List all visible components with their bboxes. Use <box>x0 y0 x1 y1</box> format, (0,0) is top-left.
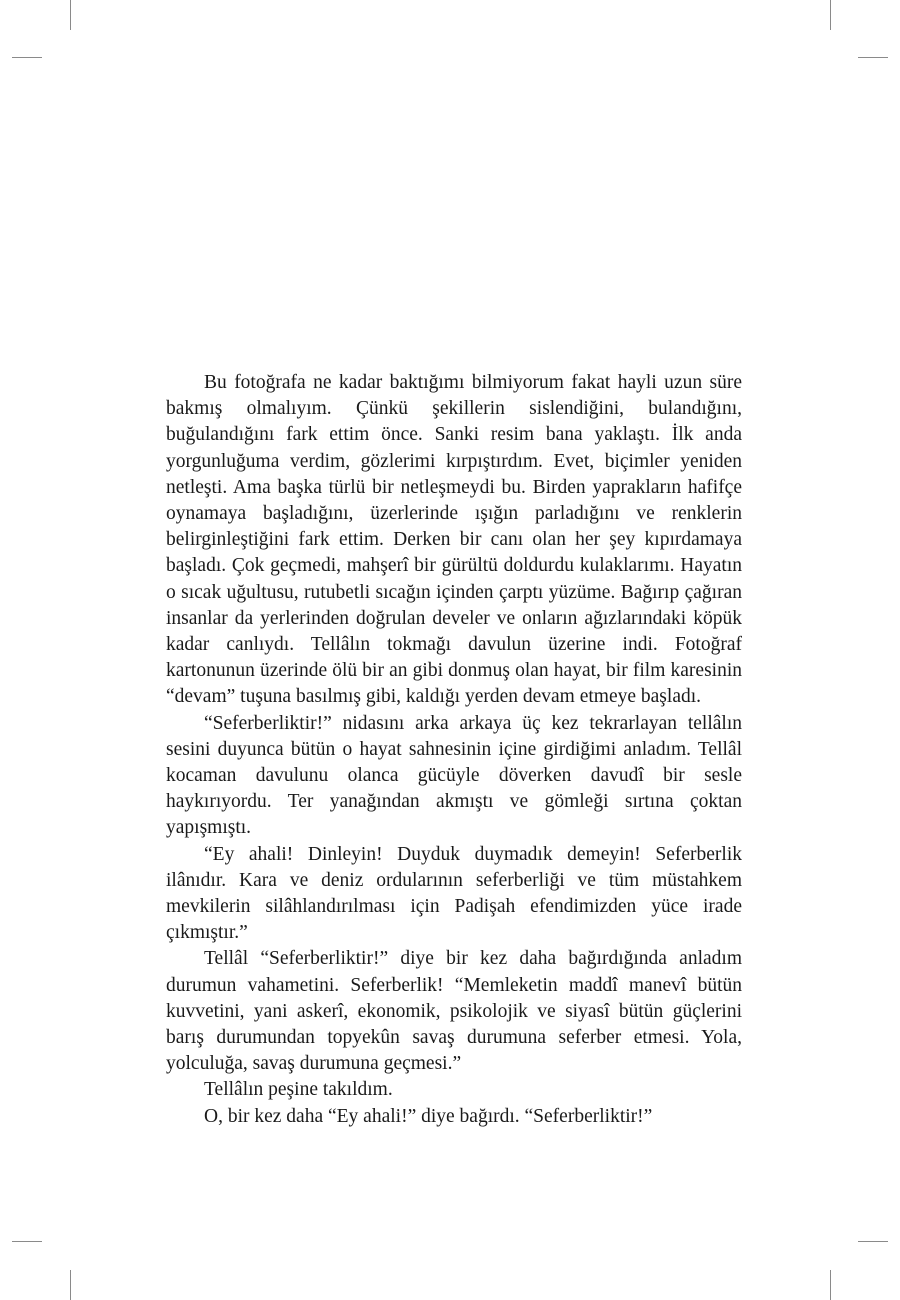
crop-mark-top-left <box>70 0 71 30</box>
crop-mark-top-right <box>830 0 831 30</box>
paragraph-3: “Ey ahali! Dinleyin! Duyduk duymadık demeyin! Seferberlik ilânıdır. Kara ve deniz ordularının seferberliği ve tüm müstahkem mevkilerin silâhlandırılması için Padişah efendimizden yüce irade çıkmıştır.” <box>166 843 742 944</box>
paragraph-6: O, bir kez daha “Ey ahali!” diye bağırdı. “Seferberliktir!” <box>204 1105 653 1127</box>
paragraph-1: Bu fotoğrafa ne kadar baktığımı bilmiyorum fakat hayli uzun süre bakmış olmalıyım. Çünkü şekillerin sislendiğini, bulandığını, buğulandığını fark ettim önce. Sanki resim bana yaklaştı. İlk anda yorgunluğuma verdim, gözlerimi kırpıştırdım. Evet, biçimler yeniden netleşti. Ama başka türlü bir netleşmeydi bu. Birden yaprakların hafifçe oynamaya başladığını, üzerlerinde ışığın parladığını ve renklerin belirginleştiğini fark ettim. Derken bir canı olan her şey kıpırdamaya başladı. Çok geçmedi, mahşerî bir gürültü doldurdu kulaklarımı. Hayatın o sıcak uğultusu, rutubetli sıcağın içinden çarptı yüzüme. Bağırıp çağıran insanlar da yerlerinden doğrulan develer ve onların ağızlarındaki köpük kadar canlıydı. Tellâlın tokmağı davulun üzerine indi. Fotoğraf kartonunun üzerinde ölü bir an gibi donmuş olan hayat, bir film karesinin “devam” tuşuna basılmış gibi, kaldığı yerden devam etmeye başladı. <box>166 372 742 708</box>
body-text <box>166 370 742 1130</box>
crop-mark-bottom-left <box>70 1270 71 1300</box>
crop-mark-right-bottom <box>858 1241 888 1242</box>
crop-mark-right-top <box>858 57 888 58</box>
crop-mark-bottom-right <box>830 1270 831 1300</box>
paragraph-5: Tellâlın peşine takıldım. <box>204 1079 393 1101</box>
paragraph-2: “Seferberliktir!” nidasını arka arkaya üç kez tekrarlayan tellâlın sesini duyunca bütün o hayat sahnesinin içine girdiğimi anladım. Tellâl kocaman davulunu olanca gücüyle döverken davudî bir sesle haykırıyordu. Ter yanağından akmıştı ve gömleği sırtına çoktan yapışmıştı. <box>166 712 742 839</box>
crop-mark-left-top <box>12 57 42 58</box>
crop-mark-left-bottom <box>12 1241 42 1242</box>
paragraph-4: Tellâl “Seferberliktir!” diye bir kez daha bağırdığında anladım durumun vahametini. Seferberlik! “Memleketin maddî manevî bütün kuvvetini, yani askerî, ekonomik, psikolojik ve siyasî bütün güçlerini barış durumundan topyekûn savaş durumuna seferber etmesi. Yola, yolculuğa, savaş durumuna geçmesi.” <box>166 948 742 1075</box>
